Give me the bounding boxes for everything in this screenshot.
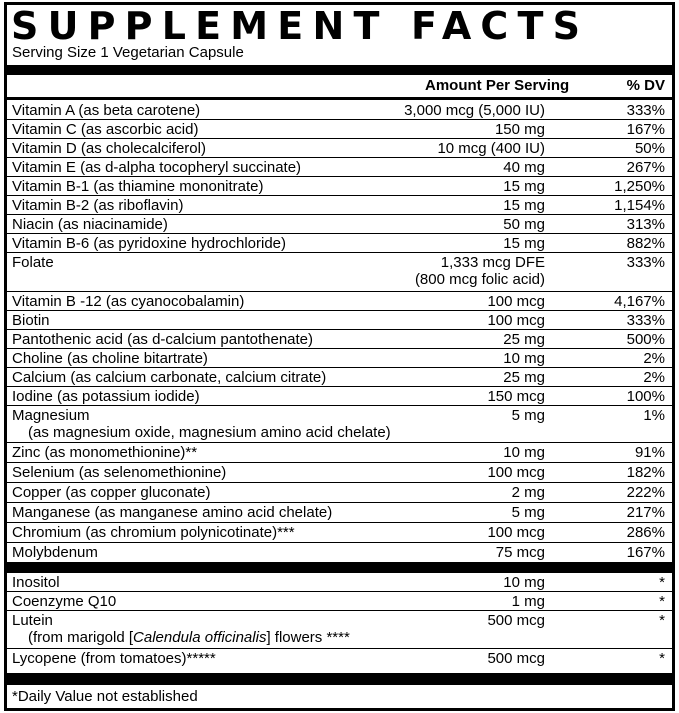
table-row (7, 253, 672, 292)
table-row (7, 101, 672, 120)
nutrient-name: Zinc (as monomethionine)** (12, 444, 198, 461)
table-row (7, 592, 672, 611)
dv-header: % DV (626, 77, 665, 94)
nutrient-name: Vitamin B-2 (as riboflavin) (12, 197, 184, 214)
amount-per-serving: 5 mg (511, 504, 545, 521)
daily-value-percent: 1,250% (614, 178, 665, 195)
daily-value-percent: 2% (643, 350, 665, 367)
daily-value-percent: 286% (626, 524, 665, 541)
table-row (7, 443, 672, 463)
nutrient-name: Vitamin B -12 (as cyanocobalamin) (12, 293, 245, 310)
daily-value-percent: 2% (643, 369, 665, 386)
table-row (7, 177, 672, 196)
daily-value-percent: 222% (626, 484, 665, 501)
daily-value-percent: 182% (626, 464, 665, 481)
table-row (7, 311, 672, 330)
supplement-facts-panel (4, 2, 675, 711)
nutrient-name: Vitamin C (as ascorbic acid) (12, 121, 199, 138)
header-divider (7, 97, 672, 100)
nutrient-source (28, 629, 350, 646)
amount-per-serving: 100 mcg (487, 293, 545, 310)
nutrient-name: Choline (as choline bitartrate) (12, 350, 208, 367)
nutrient-table (7, 101, 672, 561)
daily-value-percent: 217% (626, 504, 665, 521)
table-row (7, 292, 672, 311)
amount-per-serving: 25 mg (503, 331, 545, 348)
nutrient-name: Niacin (as niacinamide) (12, 216, 168, 233)
amount-per-serving: 10 mcg (400 IU) (437, 140, 545, 157)
amount-per-serving: 3,000 mcg (5,000 IU) (404, 102, 545, 119)
table-row (7, 196, 672, 215)
nutrient-name: Selenium (as selenomethionine) (12, 464, 227, 481)
table-row (7, 158, 672, 177)
daily-value-percent: 91% (634, 444, 665, 461)
nutrient-source: (as magnesium oxide, magnesium amino acid chelate) (28, 424, 391, 441)
amount-per-serving: 50 mg (503, 216, 545, 233)
nutrient-name: Vitamin D (as cholecalciferol) (12, 140, 206, 157)
daily-value-percent: 500% (626, 331, 665, 348)
table-row (7, 368, 672, 387)
table-row (7, 387, 672, 406)
amount-per-serving: 100 mcg (487, 524, 545, 541)
thick-divider-middle (7, 562, 672, 573)
footnote: *Daily Value not established (12, 688, 198, 705)
daily-value-percent: 1,154% (614, 197, 665, 214)
daily-value-percent: * (659, 650, 665, 667)
table-row (7, 120, 672, 139)
nutrient-name: Chromium (as chromium polynicotinate)*** (12, 524, 295, 541)
nutrient-name: Vitamin A (as beta carotene) (12, 102, 201, 119)
amount-per-serving: 500 mcg (487, 650, 545, 667)
table-row (7, 543, 672, 561)
nutrient-name: Lycopene (from tomatoes)***** (12, 650, 216, 667)
nutrient-name: Lutein (12, 612, 53, 629)
thick-divider-top (7, 65, 672, 75)
table-row (7, 483, 672, 503)
table-row (7, 215, 672, 234)
nutrient-name: Manganese (as manganese amino acid chelate) (12, 504, 333, 521)
table-row (7, 139, 672, 158)
amount-detail: (800 mcg folic acid) (414, 271, 545, 288)
amount-per-serving: 100 mcg (487, 464, 545, 481)
nutrient-name: Calcium (as calcium carbonate, calcium citrate) (12, 369, 327, 386)
table-row (7, 503, 672, 523)
amount-per-serving: 10 mg (503, 444, 545, 461)
amount-per-serving: 15 mg (503, 235, 545, 252)
amount-header: Amount Per Serving (425, 77, 570, 94)
amount-per-serving: 15 mg (503, 197, 545, 214)
nutrient-name: Vitamin B-6 (as pyridoxine hydrochloride) (12, 235, 287, 252)
thick-divider-bottom (7, 673, 672, 685)
table-row (7, 463, 672, 483)
source-prefix: (from marigold [ (28, 629, 134, 646)
amount-per-serving: 500 mcg (487, 612, 545, 629)
serving-size: Serving Size 1 Vegetarian Capsule (12, 44, 244, 61)
daily-value-percent: * (659, 612, 665, 629)
amount-per-serving: 1,333 mcg DFE (440, 254, 545, 271)
amount-per-serving: 2 mg (511, 484, 545, 501)
daily-value-percent: * (659, 574, 665, 591)
amount-per-serving: 40 mg (503, 159, 545, 176)
panel-title: SUPPLEMENT FACTS (11, 4, 590, 48)
other-ingredients-table (7, 573, 672, 669)
nutrient-name: Copper (as copper gluconate) (12, 484, 211, 501)
daily-value-percent: 167% (626, 544, 665, 561)
amount-per-serving: 10 mg (503, 350, 545, 367)
table-row (7, 649, 672, 669)
nutrient-name: Coenzyme Q10 (12, 593, 117, 610)
nutrient-name: Pantothenic acid (as d-calcium pantothenate) (12, 331, 314, 348)
daily-value-percent: 333% (626, 312, 665, 329)
nutrient-name: Magnesium (12, 407, 90, 424)
nutrient-name: Vitamin B-1 (as thiamine mononitrate) (12, 178, 264, 195)
amount-per-serving: 75 mcg (495, 544, 545, 561)
source-botanical-name: Calendula officinalis (133, 629, 267, 646)
nutrient-name: Iodine (as potassium iodide) (12, 388, 200, 405)
table-row (7, 523, 672, 543)
nutrient-name: Molybdenum (12, 544, 98, 561)
table-row (7, 406, 672, 443)
amount-per-serving: 15 mg (503, 178, 545, 195)
table-row (7, 349, 672, 368)
amount-per-serving: 150 mg (494, 121, 545, 138)
amount-per-serving: 5 mg (511, 407, 545, 424)
nutrient-name: Vitamin E (as d-alpha tocopheryl succinate) (12, 159, 302, 176)
daily-value-percent: 333% (626, 102, 665, 119)
daily-value-percent: 882% (626, 235, 665, 252)
table-row (7, 573, 672, 592)
daily-value-percent: 1% (643, 407, 665, 424)
source-suffix: ] flowers **** (266, 629, 350, 646)
amount-per-serving: 100 mcg (487, 312, 545, 329)
amount-per-serving: 150 mcg (487, 388, 545, 405)
daily-value-percent: 4,167% (614, 293, 665, 310)
daily-value-percent: 100% (626, 388, 665, 405)
nutrient-name: Inositol (12, 574, 60, 591)
daily-value-percent: 50% (634, 140, 665, 157)
daily-value-percent: 313% (626, 216, 665, 233)
nutrient-name: Biotin (12, 312, 50, 329)
table-row (7, 330, 672, 349)
daily-value-percent: 167% (626, 121, 665, 138)
daily-value-percent: 267% (626, 159, 665, 176)
nutrient-name: Folate (12, 254, 54, 271)
amount-per-serving: 25 mg (503, 369, 545, 386)
daily-value-percent: * (659, 593, 665, 610)
table-row (7, 234, 672, 253)
daily-value-percent: 333% (626, 254, 665, 271)
amount-per-serving: 1 mg (511, 593, 545, 610)
amount-per-serving: 10 mg (503, 574, 545, 591)
table-row (7, 611, 672, 649)
